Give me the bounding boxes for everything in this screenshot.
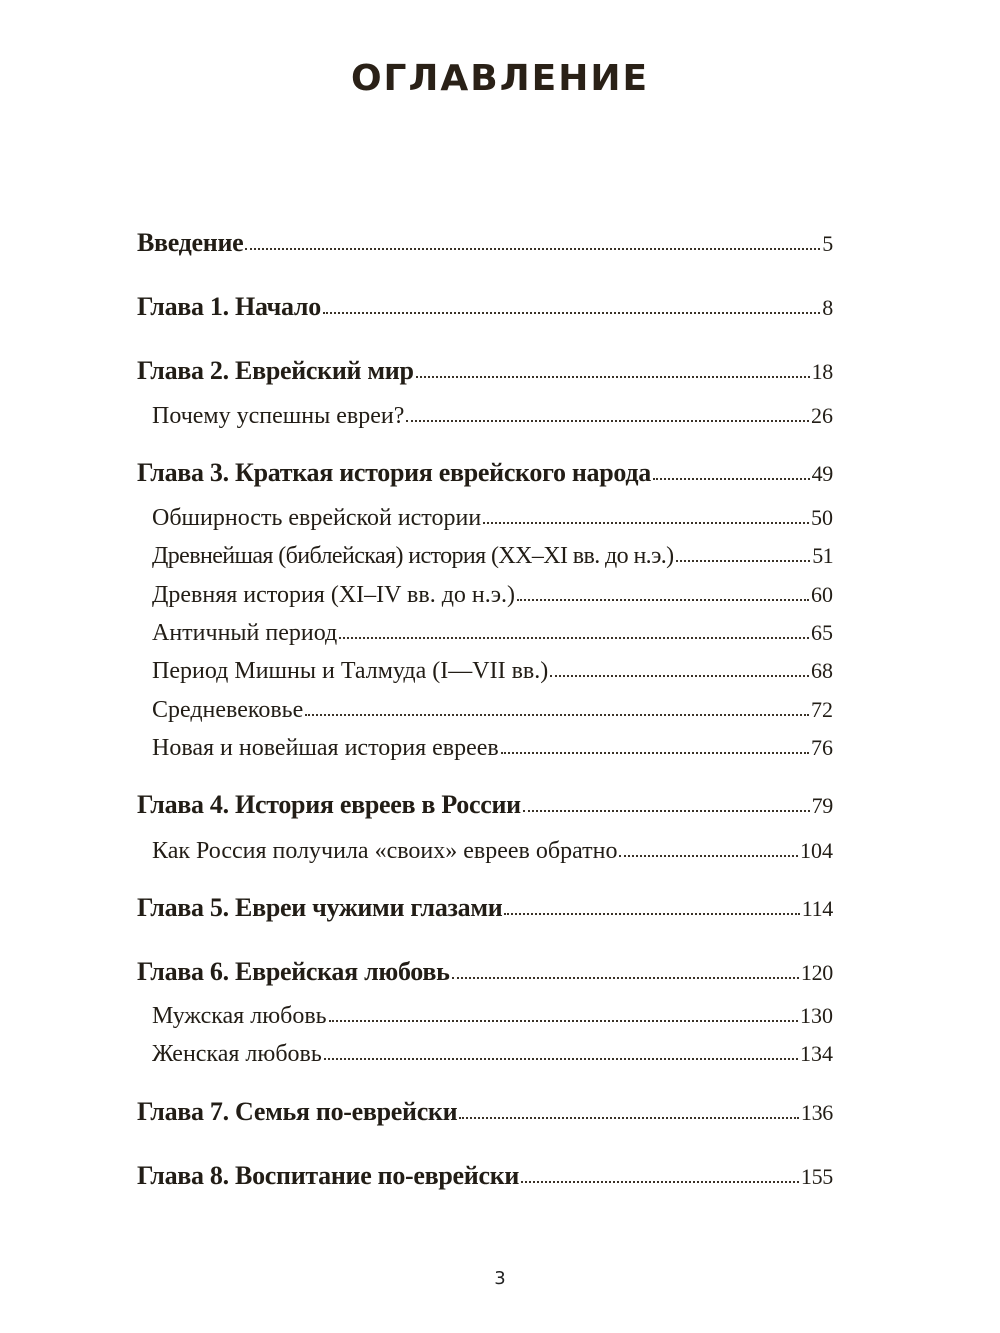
toc-entry-page: 104 — [800, 838, 833, 863]
toc-entry-label: Древняя история (XI–IV вв. до н.э.) — [152, 582, 516, 608]
toc-entry-chapter-8[interactable] — [137, 1161, 833, 1191]
toc-entry-label: Глава 7. Семья по-еврейски — [137, 1097, 458, 1126]
toc-entry-label: Период Мишны и Талмуда (I—VII вв.) — [152, 658, 549, 684]
page-title: ОГЛАВЛЕНИЕ — [350, 58, 650, 99]
toc-entry-label: Глава 6. Еврейская любовь — [137, 957, 450, 986]
leader-dots — [245, 247, 820, 250]
toc-entry-page: 120 — [800, 960, 833, 985]
toc-entry-label: Глава 3. Краткая история еврейского народа — [137, 458, 651, 487]
toc-entry-page: 76 — [811, 735, 833, 760]
toc-entry-section[interactable] — [152, 658, 833, 685]
toc-entry-page: 130 — [800, 1003, 833, 1028]
leader-dots — [653, 477, 810, 480]
leader-dots — [339, 636, 809, 639]
leader-dots — [329, 1019, 798, 1022]
toc-entry-chapter-6[interactable] — [137, 957, 833, 987]
toc-entry-page: 72 — [811, 697, 833, 722]
toc-entry-section[interactable] — [152, 838, 833, 865]
toc-entry-label: Женская любовь — [152, 1041, 322, 1067]
toc-entry-chapter-2[interactable] — [137, 356, 833, 386]
leader-dots — [323, 311, 820, 314]
toc-entry-section[interactable] — [152, 735, 833, 762]
leader-dots — [452, 976, 799, 979]
toc-entry-label: Древнейшая (библейская) история (XX–XI вв. до н.э.) — [152, 543, 674, 569]
toc-entry-chapter-7[interactable] — [137, 1097, 833, 1127]
leader-dots — [521, 1180, 799, 1183]
toc-entry-section[interactable] — [152, 505, 833, 532]
leader-dots — [459, 1116, 799, 1119]
toc-entry-introduction[interactable] — [137, 228, 833, 258]
leader-dots — [416, 375, 810, 378]
page-number: 3 — [494, 1268, 506, 1289]
toc-entry-page: 68 — [811, 658, 833, 683]
toc-entry-chapter-3[interactable] — [137, 458, 833, 488]
leader-dots — [523, 809, 810, 812]
toc-entry-label: Античный период — [152, 620, 338, 646]
toc-entry-section[interactable] — [152, 1041, 833, 1068]
leader-dots — [504, 912, 799, 915]
toc-entry-section[interactable] — [152, 582, 833, 609]
toc-entry-page: 136 — [800, 1100, 833, 1125]
toc-entry-page: 79 — [811, 793, 833, 818]
toc-entry-page: 65 — [811, 620, 833, 645]
toc-entry-section[interactable] — [152, 403, 833, 430]
toc-entry-section[interactable] — [152, 620, 833, 647]
toc-entry-page: 50 — [811, 505, 833, 530]
toc-entry-page: 26 — [811, 403, 833, 428]
toc-entry-page: 134 — [800, 1041, 833, 1066]
toc-entry-label: Мужская любовь — [152, 1003, 327, 1029]
toc-entry-section[interactable] — [152, 697, 833, 724]
toc-entry-chapter-5[interactable] — [137, 893, 833, 923]
leader-dots — [676, 559, 811, 562]
toc-entry-label: Глава 5. Евреи чужими глазами — [137, 893, 503, 922]
toc-entry-chapter-1[interactable] — [137, 292, 833, 322]
toc-entry-section[interactable] — [152, 1003, 833, 1030]
leader-dots — [406, 419, 809, 422]
toc-entry-page: 114 — [801, 896, 833, 921]
toc-entry-page: 155 — [800, 1164, 833, 1189]
toc-entry-label: Глава 4. История евреев в России — [137, 790, 521, 819]
toc-entry-label: Средневековье — [152, 697, 304, 723]
leader-dots — [619, 854, 798, 857]
toc-entry-page: 5 — [822, 231, 833, 256]
toc-entry-chapter-4[interactable] — [137, 790, 833, 820]
leader-dots — [550, 674, 809, 677]
toc-entry-label: Глава 8. Воспитание по-еврейски — [137, 1161, 520, 1190]
leader-dots — [305, 713, 809, 716]
leader-dots — [324, 1057, 798, 1060]
toc-entry-label: Как Россия получила «своих» евреев обратно — [152, 838, 618, 864]
leader-dots — [517, 598, 809, 601]
toc-entry-page: 51 — [812, 543, 833, 568]
toc-entry-label: Глава 1. Начало — [137, 292, 321, 321]
toc-entry-label: Введение — [137, 228, 244, 257]
toc-entry-page: 60 — [811, 582, 833, 607]
toc-entry-page: 18 — [811, 359, 833, 384]
leader-dots — [483, 521, 809, 524]
toc-entry-label: Обширность еврейской истории — [152, 505, 482, 531]
toc-entry-page: 8 — [822, 295, 833, 320]
toc-entry-section[interactable] — [152, 543, 833, 570]
toc-entry-label: Глава 2. Еврейский мир — [137, 356, 414, 385]
toc-entry-page: 49 — [811, 461, 833, 486]
toc-entry-label: Почему успешны евреи? — [152, 403, 405, 429]
leader-dots — [501, 751, 809, 754]
toc-entry-label: Новая и новейшая история евреев — [152, 735, 499, 761]
